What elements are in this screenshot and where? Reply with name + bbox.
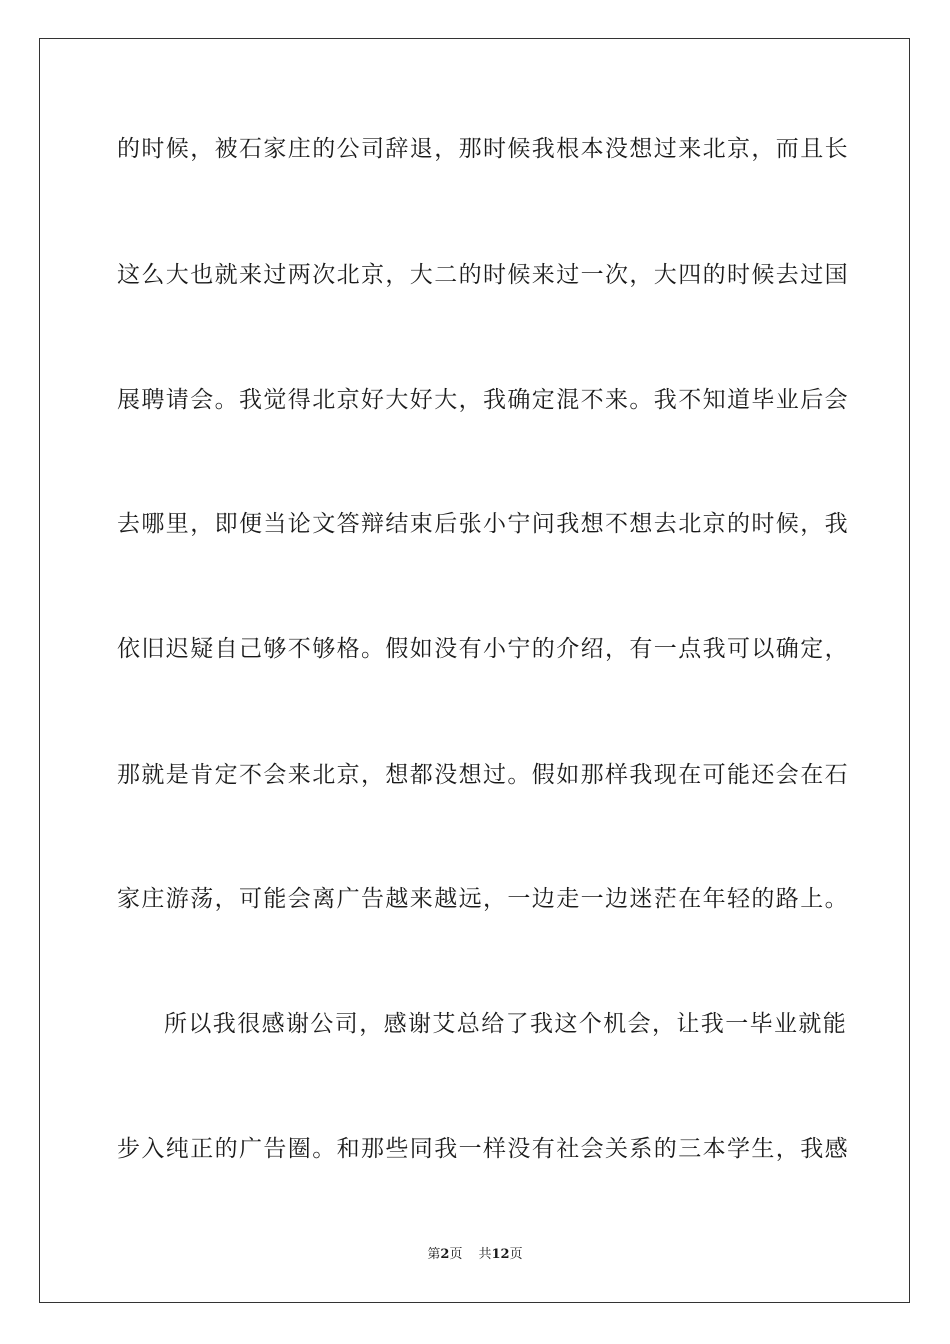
- page-border: [39, 38, 910, 1303]
- text-line: 家庄游荡，可能会离广告越来越远，一边走一边迷茫在年轻的路上。: [117, 886, 849, 912]
- text-line: 依旧迟疑自己够不够格。假如没有小宁的介绍，有一点我可以确定，: [117, 636, 849, 662]
- total-suffix: 页: [509, 1247, 523, 1262]
- page-prefix: 第: [427, 1247, 441, 1262]
- page-number: 2: [440, 1247, 450, 1262]
- text-line: 步入纯正的广告圈。和那些同我一样没有社会关系的三本学生，我感: [117, 1136, 849, 1162]
- total-prefix: 共: [478, 1247, 492, 1262]
- paragraph-first-line: 所以我很感谢公司，感谢艾总给了我这个机会，让我一毕业就能: [164, 1011, 848, 1037]
- total-pages: 12: [491, 1247, 510, 1262]
- text-line: 那就是肯定不会来北京，想都没想过。假如那样我现在可能还会在石: [117, 762, 849, 788]
- page-footer: [0, 1246, 950, 1264]
- text-line: 展聘请会。我觉得北京好大好大，我确定混不来。我不知道毕业后会: [117, 387, 849, 413]
- page-suffix: 页: [449, 1247, 463, 1262]
- text-line: 的时候，被石家庄的公司辞退，那时候我根本没想过来北京，而且长: [117, 136, 849, 162]
- text-line: 去哪里，即便当论文答辩结束后张小宁问我想不想去北京的时候，我: [117, 511, 849, 537]
- text-line: 这么大也就来过两次北京，大二的时候来过一次，大四的时候去过国: [117, 262, 849, 288]
